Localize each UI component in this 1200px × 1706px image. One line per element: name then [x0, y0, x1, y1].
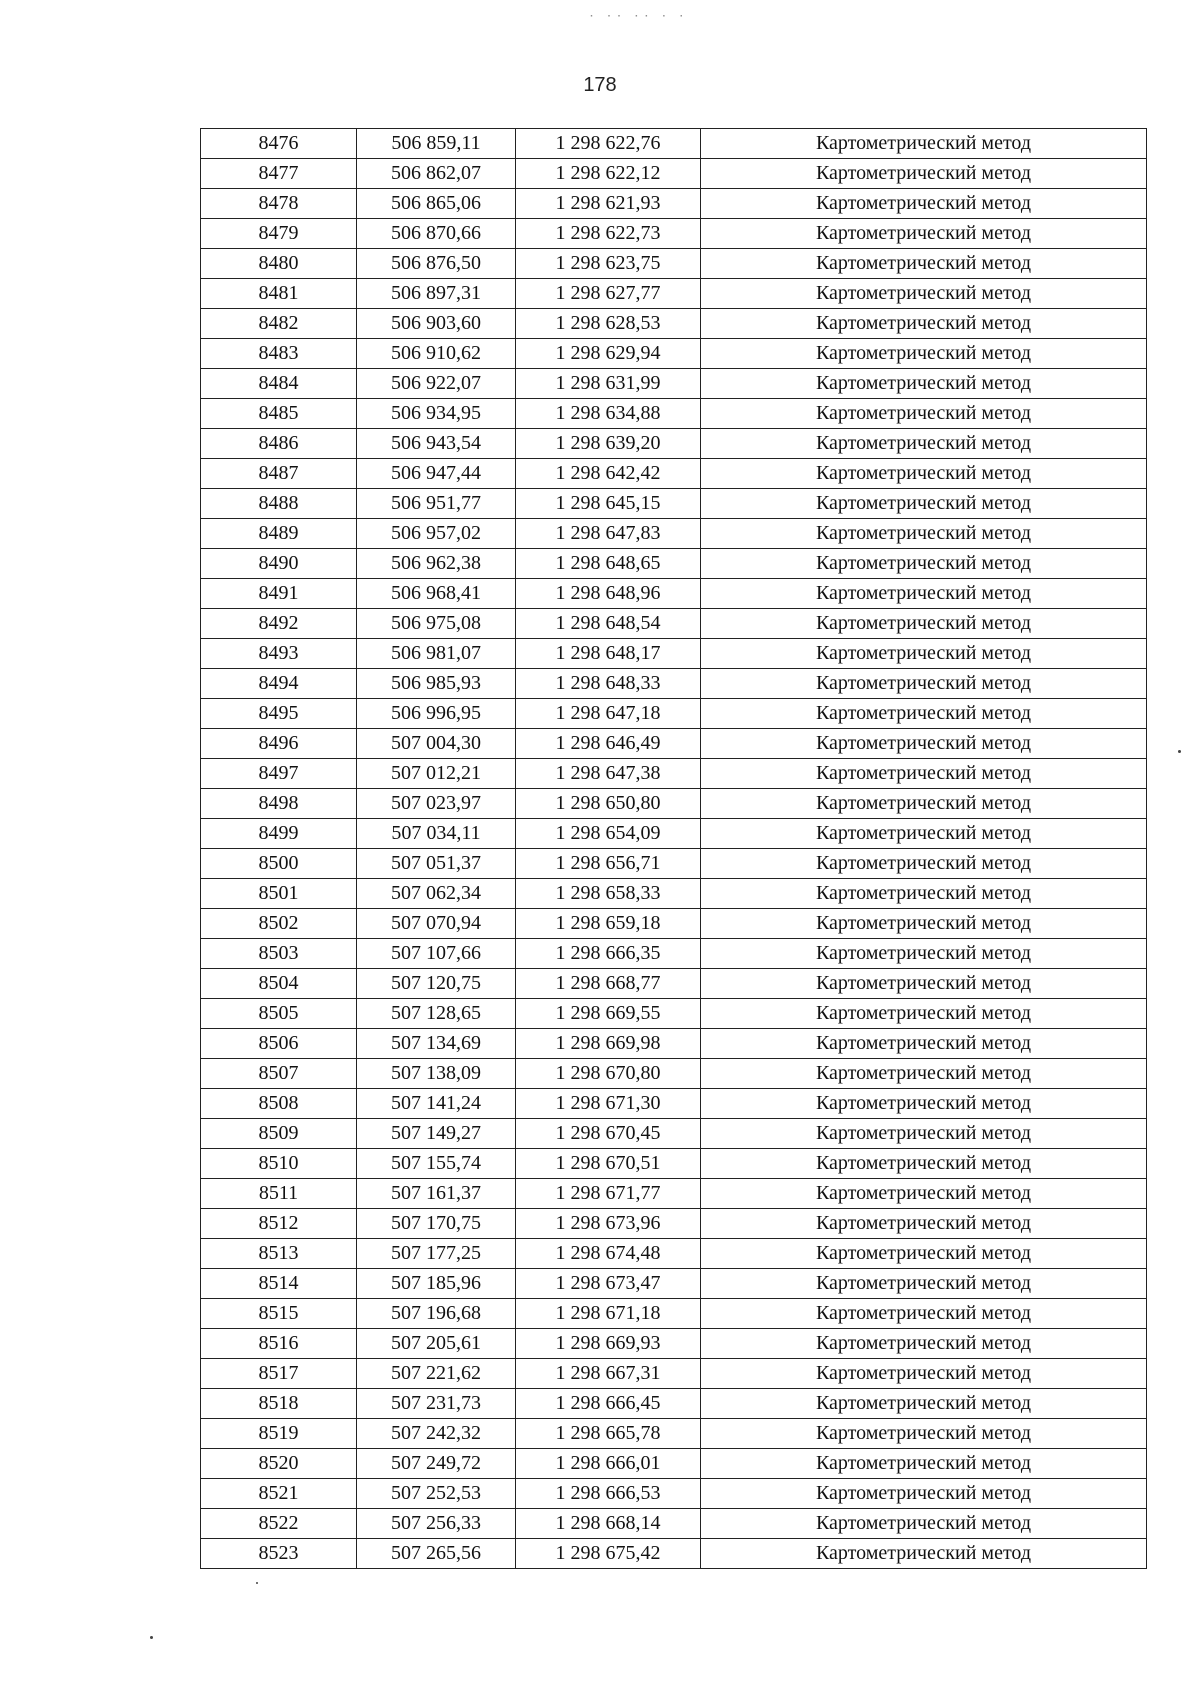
point-number-cell: 8522: [201, 1509, 357, 1539]
y-coordinate-cell: 1 298 670,51: [516, 1149, 701, 1179]
point-number-cell: 8493: [201, 639, 357, 669]
point-number-cell: 8489: [201, 519, 357, 549]
method-cell: Картометрический метод: [701, 759, 1147, 789]
x-coordinate-cell: 507 062,34: [357, 879, 516, 909]
table-row: [201, 1059, 1147, 1089]
table-row: [201, 369, 1147, 399]
method-cell: Картометрический метод: [701, 729, 1147, 759]
method-cell: Картометрический метод: [701, 849, 1147, 879]
table-row: [201, 1029, 1147, 1059]
x-coordinate-cell: 507 185,96: [357, 1269, 516, 1299]
method-cell: Картометрический метод: [701, 309, 1147, 339]
table-row: [201, 1509, 1147, 1539]
table-row: [201, 1539, 1147, 1569]
x-coordinate-cell: 506 870,66: [357, 219, 516, 249]
x-coordinate-cell: 507 265,56: [357, 1539, 516, 1569]
method-cell: Картометрический метод: [701, 219, 1147, 249]
table-row: [201, 249, 1147, 279]
point-number-cell: 8513: [201, 1239, 357, 1269]
x-coordinate-cell: 507 161,37: [357, 1179, 516, 1209]
table-row: [201, 1419, 1147, 1449]
y-coordinate-cell: 1 298 647,83: [516, 519, 701, 549]
method-cell: Картометрический метод: [701, 429, 1147, 459]
method-cell: Картометрический метод: [701, 1359, 1147, 1389]
table-row: [201, 639, 1147, 669]
table-row: [201, 939, 1147, 969]
point-number-cell: 8504: [201, 969, 357, 999]
x-coordinate-cell: 507 256,33: [357, 1509, 516, 1539]
point-number-cell: 8496: [201, 729, 357, 759]
point-number-cell: 8518: [201, 1389, 357, 1419]
y-coordinate-cell: 1 298 621,93: [516, 189, 701, 219]
method-cell: Картометрический метод: [701, 129, 1147, 159]
point-number-cell: 8486: [201, 429, 357, 459]
x-coordinate-cell: 506 897,31: [357, 279, 516, 309]
x-coordinate-cell: 507 205,61: [357, 1329, 516, 1359]
point-number-cell: 8495: [201, 699, 357, 729]
y-coordinate-cell: 1 298 669,55: [516, 999, 701, 1029]
y-coordinate-cell: 1 298 647,18: [516, 699, 701, 729]
table-row: [201, 579, 1147, 609]
table-row: [201, 1299, 1147, 1329]
table-row: [201, 609, 1147, 639]
method-cell: Картометрический метод: [701, 1119, 1147, 1149]
x-coordinate-cell: 506 862,07: [357, 159, 516, 189]
method-cell: Картометрический метод: [701, 1089, 1147, 1119]
table-row: [201, 789, 1147, 819]
method-cell: Картометрический метод: [701, 339, 1147, 369]
table-row: [201, 489, 1147, 519]
scan-speck: [256, 1582, 258, 1584]
method-cell: Картометрический метод: [701, 279, 1147, 309]
table-row: [201, 819, 1147, 849]
y-coordinate-cell: 1 298 622,73: [516, 219, 701, 249]
table-row: [201, 549, 1147, 579]
point-number-cell: 8479: [201, 219, 357, 249]
table-row: [201, 759, 1147, 789]
table-row: [201, 279, 1147, 309]
x-coordinate-cell: 507 242,32: [357, 1419, 516, 1449]
x-coordinate-cell: 507 252,53: [357, 1479, 516, 1509]
coordinates-table: [200, 128, 1147, 1569]
table-row: [201, 519, 1147, 549]
method-cell: Картометрический метод: [701, 1059, 1147, 1089]
point-number-cell: 8512: [201, 1209, 357, 1239]
method-cell: Картометрический метод: [701, 669, 1147, 699]
y-coordinate-cell: 1 298 668,14: [516, 1509, 701, 1539]
x-coordinate-cell: 506 985,93: [357, 669, 516, 699]
x-coordinate-cell: 507 196,68: [357, 1299, 516, 1329]
point-number-cell: 8502: [201, 909, 357, 939]
point-number-cell: 8481: [201, 279, 357, 309]
y-coordinate-cell: 1 298 667,31: [516, 1359, 701, 1389]
table-row: [201, 159, 1147, 189]
method-cell: Картометрический метод: [701, 459, 1147, 489]
y-coordinate-cell: 1 298 670,45: [516, 1119, 701, 1149]
y-coordinate-cell: 1 298 666,01: [516, 1449, 701, 1479]
table-row: [201, 1479, 1147, 1509]
point-number-cell: 8515: [201, 1299, 357, 1329]
method-cell: Картометрический метод: [701, 1509, 1147, 1539]
point-number-cell: 8482: [201, 309, 357, 339]
method-cell: Картометрический метод: [701, 639, 1147, 669]
y-coordinate-cell: 1 298 628,53: [516, 309, 701, 339]
x-coordinate-cell: 507 138,09: [357, 1059, 516, 1089]
point-number-cell: 8514: [201, 1269, 357, 1299]
table-row: [201, 129, 1147, 159]
point-number-cell: 8487: [201, 459, 357, 489]
y-coordinate-cell: 1 298 646,49: [516, 729, 701, 759]
table-row: [201, 969, 1147, 999]
point-number-cell: 8500: [201, 849, 357, 879]
x-coordinate-cell: 506 981,07: [357, 639, 516, 669]
x-coordinate-cell: 507 249,72: [357, 1449, 516, 1479]
method-cell: Картометрический метод: [701, 1299, 1147, 1329]
table-row: [201, 459, 1147, 489]
x-coordinate-cell: 507 128,65: [357, 999, 516, 1029]
y-coordinate-cell: 1 298 645,15: [516, 489, 701, 519]
point-number-cell: 8480: [201, 249, 357, 279]
y-coordinate-cell: 1 298 648,65: [516, 549, 701, 579]
x-coordinate-cell: 506 903,60: [357, 309, 516, 339]
method-cell: Картометрический метод: [701, 1539, 1147, 1569]
table-row: [201, 999, 1147, 1029]
method-cell: Картометрический метод: [701, 1149, 1147, 1179]
y-coordinate-cell: 1 298 669,93: [516, 1329, 701, 1359]
point-number-cell: 8492: [201, 609, 357, 639]
point-number-cell: 8485: [201, 399, 357, 429]
y-coordinate-cell: 1 298 666,53: [516, 1479, 701, 1509]
y-coordinate-cell: 1 298 659,18: [516, 909, 701, 939]
y-coordinate-cell: 1 298 627,77: [516, 279, 701, 309]
point-number-cell: 8477: [201, 159, 357, 189]
point-number-cell: 8483: [201, 339, 357, 369]
table-row: [201, 1359, 1147, 1389]
x-coordinate-cell: 506 934,95: [357, 399, 516, 429]
table-row: [201, 699, 1147, 729]
x-coordinate-cell: 507 034,11: [357, 819, 516, 849]
x-coordinate-cell: 506 968,41: [357, 579, 516, 609]
y-coordinate-cell: 1 298 631,99: [516, 369, 701, 399]
table-row: [201, 339, 1147, 369]
table-row: [201, 1149, 1147, 1179]
point-number-cell: 8490: [201, 549, 357, 579]
method-cell: Картометрический метод: [701, 1449, 1147, 1479]
x-coordinate-cell: 506 922,07: [357, 369, 516, 399]
point-number-cell: 8505: [201, 999, 357, 1029]
y-coordinate-cell: 1 298 650,80: [516, 789, 701, 819]
point-number-cell: 8521: [201, 1479, 357, 1509]
method-cell: Картометрический метод: [701, 1179, 1147, 1209]
point-number-cell: 8498: [201, 789, 357, 819]
table-row: [201, 1269, 1147, 1299]
y-coordinate-cell: 1 298 629,94: [516, 339, 701, 369]
point-number-cell: 8508: [201, 1089, 357, 1119]
point-number-cell: 8516: [201, 1329, 357, 1359]
point-number-cell: 8488: [201, 489, 357, 519]
y-coordinate-cell: 1 298 671,18: [516, 1299, 701, 1329]
y-coordinate-cell: 1 298 642,42: [516, 459, 701, 489]
y-coordinate-cell: 1 298 669,98: [516, 1029, 701, 1059]
x-coordinate-cell: 506 975,08: [357, 609, 516, 639]
table-row: [201, 1089, 1147, 1119]
x-coordinate-cell: 507 012,21: [357, 759, 516, 789]
method-cell: Картометрический метод: [701, 549, 1147, 579]
x-coordinate-cell: 507 107,66: [357, 939, 516, 969]
method-cell: Картометрический метод: [701, 699, 1147, 729]
point-number-cell: 8478: [201, 189, 357, 219]
point-number-cell: 8484: [201, 369, 357, 399]
method-cell: Картометрический метод: [701, 1479, 1147, 1509]
table-row: [201, 849, 1147, 879]
y-coordinate-cell: 1 298 656,71: [516, 849, 701, 879]
table-row: [201, 1449, 1147, 1479]
y-coordinate-cell: 1 298 623,75: [516, 249, 701, 279]
point-number-cell: 8497: [201, 759, 357, 789]
table-row: [201, 1389, 1147, 1419]
x-coordinate-cell: 507 170,75: [357, 1209, 516, 1239]
y-coordinate-cell: 1 298 666,45: [516, 1389, 701, 1419]
y-coordinate-cell: 1 298 622,76: [516, 129, 701, 159]
point-number-cell: 8476: [201, 129, 357, 159]
scan-artifact-mark: ˙ ˙˙ ˙˙ ˙ ˙: [588, 14, 688, 30]
x-coordinate-cell: 506 951,77: [357, 489, 516, 519]
method-cell: Картометрический метод: [701, 249, 1147, 279]
x-coordinate-cell: 506 996,95: [357, 699, 516, 729]
method-cell: Картометрический метод: [701, 879, 1147, 909]
y-coordinate-cell: 1 298 648,17: [516, 639, 701, 669]
point-number-cell: 8507: [201, 1059, 357, 1089]
x-coordinate-cell: 506 962,38: [357, 549, 516, 579]
x-coordinate-cell: 507 004,30: [357, 729, 516, 759]
point-number-cell: 8509: [201, 1119, 357, 1149]
table-row: [201, 1329, 1147, 1359]
method-cell: Картометрический метод: [701, 1209, 1147, 1239]
method-cell: Картометрический метод: [701, 1419, 1147, 1449]
point-number-cell: 8491: [201, 579, 357, 609]
method-cell: Картометрический метод: [701, 579, 1147, 609]
y-coordinate-cell: 1 298 648,54: [516, 609, 701, 639]
x-coordinate-cell: 507 070,94: [357, 909, 516, 939]
y-coordinate-cell: 1 298 658,33: [516, 879, 701, 909]
x-coordinate-cell: 507 155,74: [357, 1149, 516, 1179]
point-number-cell: 8503: [201, 939, 357, 969]
method-cell: Картометрический метод: [701, 1269, 1147, 1299]
point-number-cell: 8494: [201, 669, 357, 699]
method-cell: Картометрический метод: [701, 519, 1147, 549]
table-row: [201, 219, 1147, 249]
y-coordinate-cell: 1 298 673,96: [516, 1209, 701, 1239]
method-cell: Картометрический метод: [701, 1329, 1147, 1359]
table-row: [201, 399, 1147, 429]
y-coordinate-cell: 1 298 665,78: [516, 1419, 701, 1449]
x-coordinate-cell: 507 221,62: [357, 1359, 516, 1389]
method-cell: Картометрический метод: [701, 1239, 1147, 1269]
table-row: [201, 429, 1147, 459]
y-coordinate-cell: 1 298 671,77: [516, 1179, 701, 1209]
y-coordinate-cell: 1 298 654,09: [516, 819, 701, 849]
table-row: [201, 909, 1147, 939]
x-coordinate-cell: 507 141,24: [357, 1089, 516, 1119]
coordinates-table-body: [201, 129, 1147, 1569]
y-coordinate-cell: 1 298 666,35: [516, 939, 701, 969]
method-cell: Картометрический метод: [701, 789, 1147, 819]
table-row: [201, 1179, 1147, 1209]
method-cell: Картометрический метод: [701, 1029, 1147, 1059]
y-coordinate-cell: 1 298 647,38: [516, 759, 701, 789]
point-number-cell: 8519: [201, 1419, 357, 1449]
point-number-cell: 8523: [201, 1539, 357, 1569]
x-coordinate-cell: 506 876,50: [357, 249, 516, 279]
coordinates-table-container: [200, 128, 1146, 1569]
point-number-cell: 8506: [201, 1029, 357, 1059]
table-row: [201, 1119, 1147, 1149]
method-cell: Картометрический метод: [701, 489, 1147, 519]
table-row: [201, 729, 1147, 759]
y-coordinate-cell: 1 298 648,33: [516, 669, 701, 699]
method-cell: Картометрический метод: [701, 159, 1147, 189]
y-coordinate-cell: 1 298 670,80: [516, 1059, 701, 1089]
scan-speck: [150, 1636, 153, 1639]
y-coordinate-cell: 1 298 639,20: [516, 429, 701, 459]
table-row: [201, 1209, 1147, 1239]
y-coordinate-cell: 1 298 634,88: [516, 399, 701, 429]
point-number-cell: 8510: [201, 1149, 357, 1179]
point-number-cell: 8520: [201, 1449, 357, 1479]
x-coordinate-cell: 506 865,06: [357, 189, 516, 219]
x-coordinate-cell: 506 943,54: [357, 429, 516, 459]
x-coordinate-cell: 507 149,27: [357, 1119, 516, 1149]
x-coordinate-cell: 506 859,11: [357, 129, 516, 159]
method-cell: Картометрический метод: [701, 1389, 1147, 1419]
method-cell: Картометрический метод: [701, 819, 1147, 849]
method-cell: Картометрический метод: [701, 969, 1147, 999]
method-cell: Картометрический метод: [701, 909, 1147, 939]
table-row: [201, 189, 1147, 219]
x-coordinate-cell: 507 231,73: [357, 1389, 516, 1419]
point-number-cell: 8517: [201, 1359, 357, 1389]
x-coordinate-cell: 507 177,25: [357, 1239, 516, 1269]
table-row: [201, 1239, 1147, 1269]
method-cell: Картометрический метод: [701, 189, 1147, 219]
y-coordinate-cell: 1 298 668,77: [516, 969, 701, 999]
page-number: 178: [583, 74, 617, 96]
y-coordinate-cell: 1 298 622,12: [516, 159, 701, 189]
x-coordinate-cell: 506 947,44: [357, 459, 516, 489]
y-coordinate-cell: 1 298 674,48: [516, 1239, 701, 1269]
x-coordinate-cell: 506 910,62: [357, 339, 516, 369]
method-cell: Картометрический метод: [701, 609, 1147, 639]
y-coordinate-cell: 1 298 648,96: [516, 579, 701, 609]
x-coordinate-cell: 507 134,69: [357, 1029, 516, 1059]
y-coordinate-cell: 1 298 675,42: [516, 1539, 701, 1569]
table-row: [201, 309, 1147, 339]
method-cell: Картометрический метод: [701, 939, 1147, 969]
x-coordinate-cell: 506 957,02: [357, 519, 516, 549]
scan-speck: [1178, 750, 1181, 753]
x-coordinate-cell: 507 120,75: [357, 969, 516, 999]
point-number-cell: 8499: [201, 819, 357, 849]
table-row: [201, 879, 1147, 909]
point-number-cell: 8501: [201, 879, 357, 909]
table-row: [201, 669, 1147, 699]
x-coordinate-cell: 507 051,37: [357, 849, 516, 879]
x-coordinate-cell: 507 023,97: [357, 789, 516, 819]
method-cell: Картометрический метод: [701, 999, 1147, 1029]
method-cell: Картометрический метод: [701, 369, 1147, 399]
y-coordinate-cell: 1 298 671,30: [516, 1089, 701, 1119]
y-coordinate-cell: 1 298 673,47: [516, 1269, 701, 1299]
point-number-cell: 8511: [201, 1179, 357, 1209]
method-cell: Картометрический метод: [701, 399, 1147, 429]
